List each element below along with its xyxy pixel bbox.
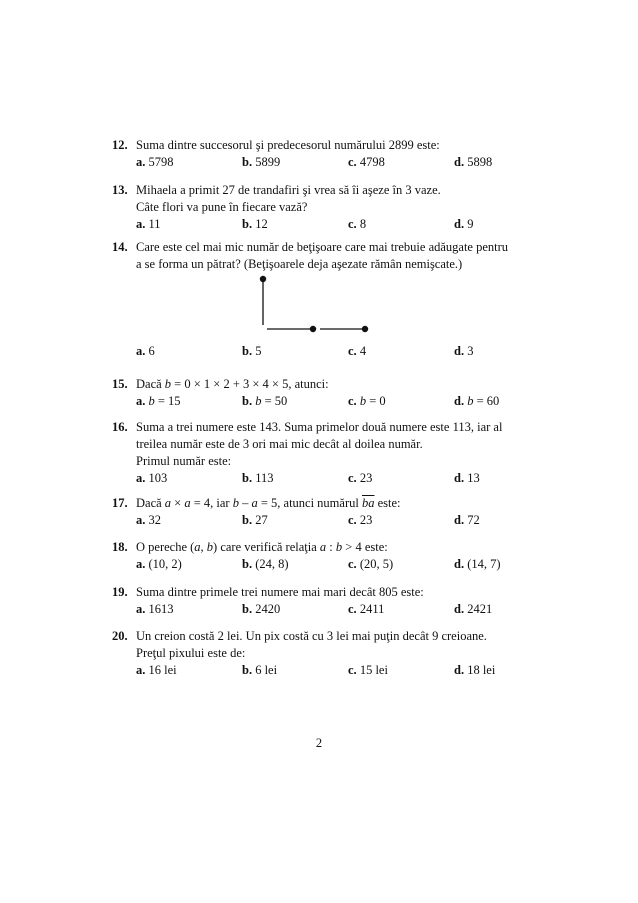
question-number: 18. (112, 540, 128, 554)
question-text: Suma dintre succesorul şi predecesorul numărului 2899 este: (136, 138, 440, 152)
question-text: O pereche (a, b) care verifică relaţia a : b > 4 este: (136, 540, 388, 554)
matchstick-head (260, 276, 266, 282)
answer-options (136, 393, 542, 410)
option-d[interactable]: d. 3 (454, 344, 474, 358)
option-b[interactable]: b. 2420 (242, 602, 281, 616)
option-c[interactable]: c. 4798 (348, 155, 385, 169)
option-a[interactable]: a. 6 (136, 344, 155, 358)
option-a[interactable]: a. 11 (136, 217, 161, 231)
option-c[interactable]: c. 8 (348, 217, 367, 231)
option-c[interactable]: c. (20, 5) (348, 557, 394, 571)
question-text: Primul număr este: (136, 454, 232, 468)
overlined-number: $\overline{ba}$ (361, 496, 375, 510)
option-d[interactable]: d. 5898 (454, 155, 493, 169)
answer-options (136, 154, 542, 171)
question-number: 20. (112, 629, 128, 643)
question-13 (112, 182, 542, 233)
question-text: Suma a trei numere este 143. Suma primelor două numere este 113, iar al (136, 420, 503, 434)
question-20 (112, 628, 542, 679)
option-d[interactable]: d. b = 60 (454, 394, 500, 408)
question-text: Dacă a × a = 4, iar b – a = 5, atunci numărul $\overline{ba}$ este: (136, 496, 401, 510)
option-a[interactable]: a. b = 15 (136, 394, 181, 408)
option-b[interactable]: b. (24, 8) (242, 557, 289, 571)
question-text: Dacă b = 0 × 1 × 2 + 3 × 4 × 5, atunci: (136, 377, 329, 391)
option-a[interactable]: a. 103 (136, 471, 168, 485)
option-a[interactable]: a. 5798 (136, 155, 174, 169)
question-text: Preţul pixului este de: (136, 646, 246, 660)
option-a[interactable]: a. 16 lei (136, 663, 177, 677)
question-text: treilea număr este de 3 ori mai mic decât al doilea număr. (136, 437, 423, 451)
matchstick-head (310, 326, 316, 332)
matchstick-head (362, 326, 368, 332)
answer-options (136, 601, 542, 618)
answer-options (136, 343, 542, 360)
option-b[interactable]: b. 5 (242, 344, 262, 358)
option-b[interactable]: b. b = 50 (242, 394, 288, 408)
option-c[interactable]: c. 4 (348, 344, 367, 358)
question-text: Mihaela a primit 27 de trandafiri şi vrea să îi aşeze în 3 vaze. (136, 183, 441, 197)
option-d[interactable]: d. 13 (454, 471, 480, 485)
answer-options (136, 556, 542, 573)
option-b[interactable]: b. 5899 (242, 155, 281, 169)
matchsticks-figure (250, 272, 380, 338)
question-text: Câte flori va pune în fiecare vază? (136, 200, 308, 214)
option-c[interactable]: c. b = 0 (348, 394, 386, 408)
option-d[interactable]: d. 72 (454, 513, 480, 527)
question-number: 19. (112, 585, 128, 599)
option-c[interactable]: c. 15 lei (348, 663, 388, 677)
question-number: 15. (112, 377, 128, 391)
question-text: Suma dintre primele trei numere mai mari decât 805 este: (136, 585, 424, 599)
question-number: 16. (112, 420, 128, 434)
option-b[interactable]: b. 113 (242, 471, 274, 485)
question-14 (112, 239, 542, 273)
option-d[interactable]: d. (14, 7) (454, 557, 501, 571)
question-12 (112, 137, 542, 171)
question-19 (112, 584, 542, 618)
option-c[interactable]: c. 2411 (348, 602, 385, 616)
question-14-options (112, 343, 542, 360)
option-a[interactable]: a. (10, 2) (136, 557, 182, 571)
option-d[interactable]: d. 18 lei (454, 663, 496, 677)
question-17 (112, 495, 542, 529)
answer-options (136, 512, 542, 529)
option-b[interactable]: b. 12 (242, 217, 268, 231)
option-b[interactable]: b. 27 (242, 513, 268, 527)
option-b[interactable]: b. 6 lei (242, 663, 278, 677)
answer-options (136, 470, 542, 487)
question-15 (112, 376, 542, 410)
question-18 (112, 539, 542, 573)
option-c[interactable]: c. 23 (348, 471, 373, 485)
page-number: 2 (315, 736, 323, 750)
question-text: a se forma un pătrat? (Beţişoarele deja aşezate rămân nemişcate.) (136, 257, 463, 271)
option-a[interactable]: a. 32 (136, 513, 161, 527)
option-d[interactable]: d. 9 (454, 217, 474, 231)
question-16 (112, 419, 542, 487)
question-text: Care este cel mai mic număr de beţişoare care mai trebuie adăugate pentru (136, 240, 509, 254)
question-number: 17. (112, 496, 128, 510)
option-a[interactable]: a. 1613 (136, 602, 174, 616)
option-d[interactable]: d. 2421 (454, 602, 493, 616)
question-text: Un creion costă 2 lei. Un pix costă cu 3 lei mai puţin decât 9 creioane. (136, 629, 487, 643)
answer-options (136, 216, 542, 233)
question-number: 14. (112, 240, 128, 254)
answer-options (136, 662, 542, 679)
question-number: 13. (112, 183, 128, 197)
option-c[interactable]: c. 23 (348, 513, 373, 527)
question-number: 12. (112, 138, 128, 152)
